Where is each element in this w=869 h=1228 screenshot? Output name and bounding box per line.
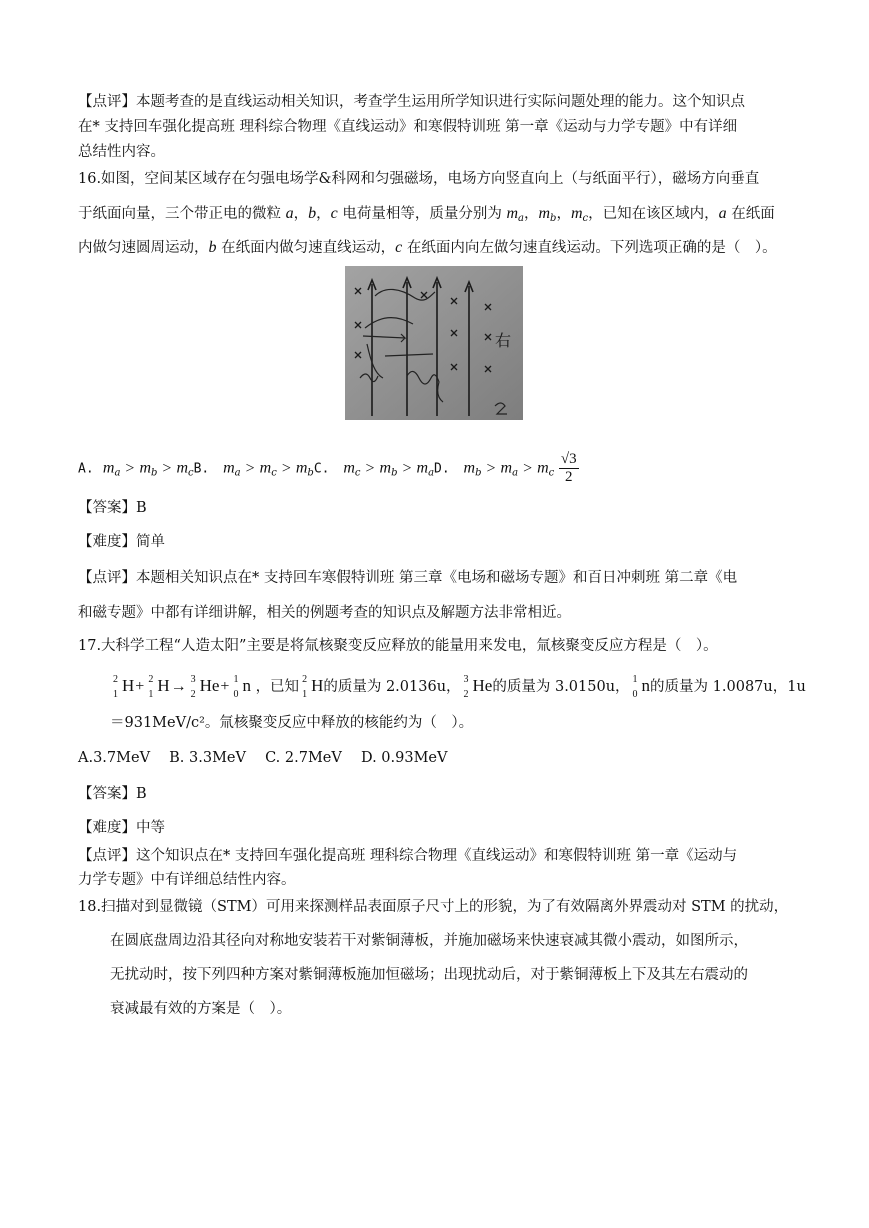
field-diagram-photo	[345, 266, 523, 420]
q17-line-1: 17.大科学工程“人造太阳”主要是将氚核聚变反应释放的能量用来发电，氚核聚变反应方程是（ ）。	[78, 638, 718, 654]
figure-label-right: 右	[495, 331, 512, 350]
q17-equation-line: 2 1 H+ 2 1 H→ 3 2 He+ 1 0 n ，已知 2 1 H的质量为 2.0136u， 3 2 He的质量为 3.0150u， 1 0 n的质量为 1.0087u，1u	[113, 674, 806, 700]
comment-15-line-2: 在* 支持回车强化提高班 理科综合物理《直线运动》和寒假特训班 第一章《运动与力学专题》中有详细	[78, 119, 738, 135]
sqrt3-over-2: $\frac{√3}{2}$	[560, 451, 577, 485]
q17-comment-line-1: 【点评】这个知识点在* 支持回车强化提高班 理科综合物理《直线运动》和寒假特训班 第一章《运动与	[78, 848, 738, 864]
q17-options: A.3.7MeV B. 3.3MeV C. 2.7MeV D. 0.93MeV	[78, 750, 448, 766]
q17-difficulty: 【难度】中等	[78, 820, 165, 836]
q17-line-3: ＝931MeV/c²。氚核聚变反应中释放的核能约为（ ）。	[110, 715, 474, 731]
q17-comment-line-2: 力学专题》中有详细总结性内容。	[78, 872, 296, 888]
comment-15-line-1: 【点评】本题考查的是直线运动相关知识，考查学生运用所学知识进行实际问题处理的能力。这个知识点	[78, 94, 745, 110]
q16-line-3: 内做匀速圆周运动，b 在纸面内做匀速直线运动，c 在纸面内向左做匀速直线运动。下列选项正确的是（ ）。	[78, 239, 777, 256]
q16-comment-line-2: 和磁专题》中都有详细讲解，相关的例题考查的知识点及解题方法非常相近。	[78, 605, 571, 621]
q18-line-3: 无扰动时，按下列四种方案对紫铜薄板施加恒磁场；出现扰动后，对于紫铜薄板上下及其左右震动的	[110, 967, 748, 983]
q16-options: A. $m_a > m_b > m_cB$. $m_a > m_c > m_bC$. $m_c > m_b > m_aD$. $m_b > m_a > m_c$ $\frac{√3}{2}$	[78, 451, 577, 485]
q18-line-2: 在圆底盘周边沿其径向对称地安装若干对紫铜薄板，并施加磁场来快速衰减其微小震动，如图所示，	[110, 933, 748, 949]
comment-15-line-3: 总结性内容。	[78, 144, 165, 160]
q16-answer: 【答案】B	[78, 500, 147, 516]
q16-line-1: 16.如图，空间某区域存在匀强电场学&科网和匀强磁场，电场方向竖直向上（与纸面平行），磁场方向垂直	[78, 171, 760, 187]
q16-line-2: 于纸面向量，三个带正电的微粒 a，b，c 电荷量相等，质量分别为 $m_a$，$m_b$，$m_c$，已知在该区域内，a 在纸面	[78, 205, 775, 224]
q18-line-1: 18.扫描对到显微镜（STM）可用来探测样品表面原子尺寸上的形貌，为了有效隔离外界震动对 STM 的扰动，	[78, 899, 789, 915]
q18-line-4: 衰减最有效的方案是（ ）。	[110, 1001, 292, 1017]
q16-comment-line-1: 【点评】本题相关知识点在* 支持回车寒假特训班 第三章《电场和磁场专题》和百日冲刺班 第二章《电	[78, 570, 738, 586]
q17-answer: 【答案】B	[78, 786, 147, 802]
q16-difficulty: 【难度】简单	[78, 534, 165, 550]
